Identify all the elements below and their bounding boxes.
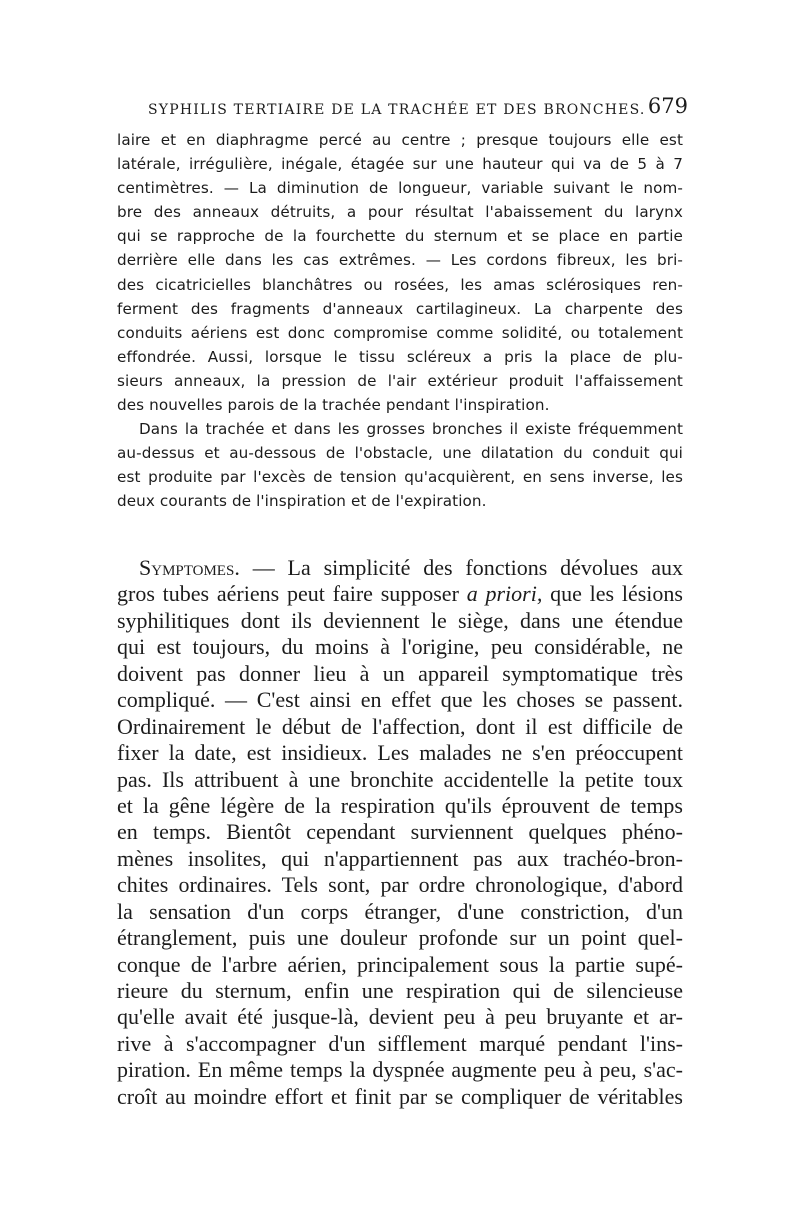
text-fragment: — La simplicité des fonctions dévolues aux <box>239 555 683 580</box>
text-line: effondrée. Aussi, lorsque le tissu scléreux a pris la place de plu- <box>117 347 683 366</box>
italic-phrase: a priori, <box>466 581 543 607</box>
text-line: pas. Ils attribuent à une bronchite accidentelle la petite toux <box>117 766 683 792</box>
section-heading: Symptomes. <box>139 555 240 580</box>
section-first-line <box>117 555 683 581</box>
text-line: des cicatricielles blanchâtres ou rosées, les amas sclérosiques ren- <box>117 275 683 294</box>
text-line: qui est toujours, du moins à l'origine, peu considérable, ne <box>117 634 683 660</box>
text-line: laire et en diaphragme percé au centre ; presque toujours elle est <box>117 131 683 149</box>
text-line: chites ordinaires. Tels sont, par ordre chronologique, d'abord <box>117 872 683 898</box>
text-line: bre des anneaux détruits, a pour résultat l'abaissement du larynx <box>117 203 683 222</box>
text-line: des nouvelles parois de la trachée pendant l'inspiration. <box>117 396 550 415</box>
text-line: qu'elle avait été jusque-là, devient peu à peu bruyante et ar- <box>117 1004 683 1030</box>
text-line: centimètres. — La diminution de longueur, variable suivant le nom- <box>117 179 683 198</box>
text-line: rive à s'accompagner d'un sifflement marqué pendant l'ins- <box>117 1030 683 1056</box>
small-print-paragraphs <box>117 128 683 514</box>
text-line: conduits aériens est donc compromise comme solidité, ou totalement <box>117 323 683 342</box>
text-line <box>117 581 683 607</box>
text-line: mènes insolites, qui n'appartiennent pas aux trachéo-bron- <box>117 845 683 871</box>
text-line: et la gêne légère de la respiration qu'ils éprouvent de temps <box>117 792 683 818</box>
text-line: fixer la date, est insidieux. Les malades ne s'en préoccupent <box>117 740 683 766</box>
running-title: SYPHILIS TERTIAIRE DE LA TRACHÉE ET DES BRONCHES. <box>148 102 646 118</box>
text-line: syphilitiques dont ils deviennent le siège, dans une étendue <box>117 607 683 633</box>
text-line: Ordinairement le début de l'affection, dont il est difficile de <box>117 713 683 739</box>
text-fragment: que les lésions <box>542 581 683 607</box>
text-line: est produite par l'excès de tension qu'acquièrent, en sens inverse, les <box>117 468 683 487</box>
text-line: croît au moindre effort et finit par se compliquer de véritables <box>117 1083 683 1109</box>
text-line: ferment des fragments d'anneaux cartilagineux. La charpente des <box>117 299 683 318</box>
text-line: au-dessus et au-dessous de l'obstacle, une dilatation du conduit qui <box>117 444 683 463</box>
text-line: en temps. Bientôt cependant surviennent quelques phéno- <box>117 819 683 845</box>
text-line: latérale, irrégulière, inégale, étagée sur une hauteur qui va de 5 à 7 <box>117 155 683 174</box>
text-line: Dans la trachée et dans les grosses bronches il existe fréquemment <box>139 420 683 439</box>
text-line: doivent pas donner lieu à un appareil symptomatique très <box>117 660 683 686</box>
text-line: étranglement, puis une douleur profonde sur un point quel- <box>117 925 683 951</box>
symptomes-section <box>117 555 683 1110</box>
text-line: conque de l'arbre aérien, principalement sous la partie supé- <box>117 951 683 977</box>
page-header <box>148 94 688 128</box>
text-line: compliqué. — C'est ainsi en effet que les choses se passent. <box>117 687 683 713</box>
text-line: deux courants de l'inspiration et de l'expiration. <box>117 492 487 511</box>
text-line: derrière elle dans les cas extrêmes. — Les cordons fibreux, les bri- <box>117 251 683 270</box>
text-fragment: gros tubes aériens peut faire supposer <box>117 581 467 607</box>
text-line: rieure du sternum, enfin une respiration qui de silencieuse <box>117 978 683 1003</box>
text-line: sieurs anneaux, la pression de l'air extérieur produit l'affaissement <box>117 371 683 390</box>
text-line: qui se rapproche de la fourchette du sternum et se place en partie <box>117 227 683 246</box>
page-number: 679 <box>647 94 688 118</box>
text-line: la sensation d'un corps étranger, d'une constriction, d'un <box>117 898 683 924</box>
text-line: piration. En même temps la dyspnée augmente peu à peu, s'ac- <box>117 1057 683 1083</box>
